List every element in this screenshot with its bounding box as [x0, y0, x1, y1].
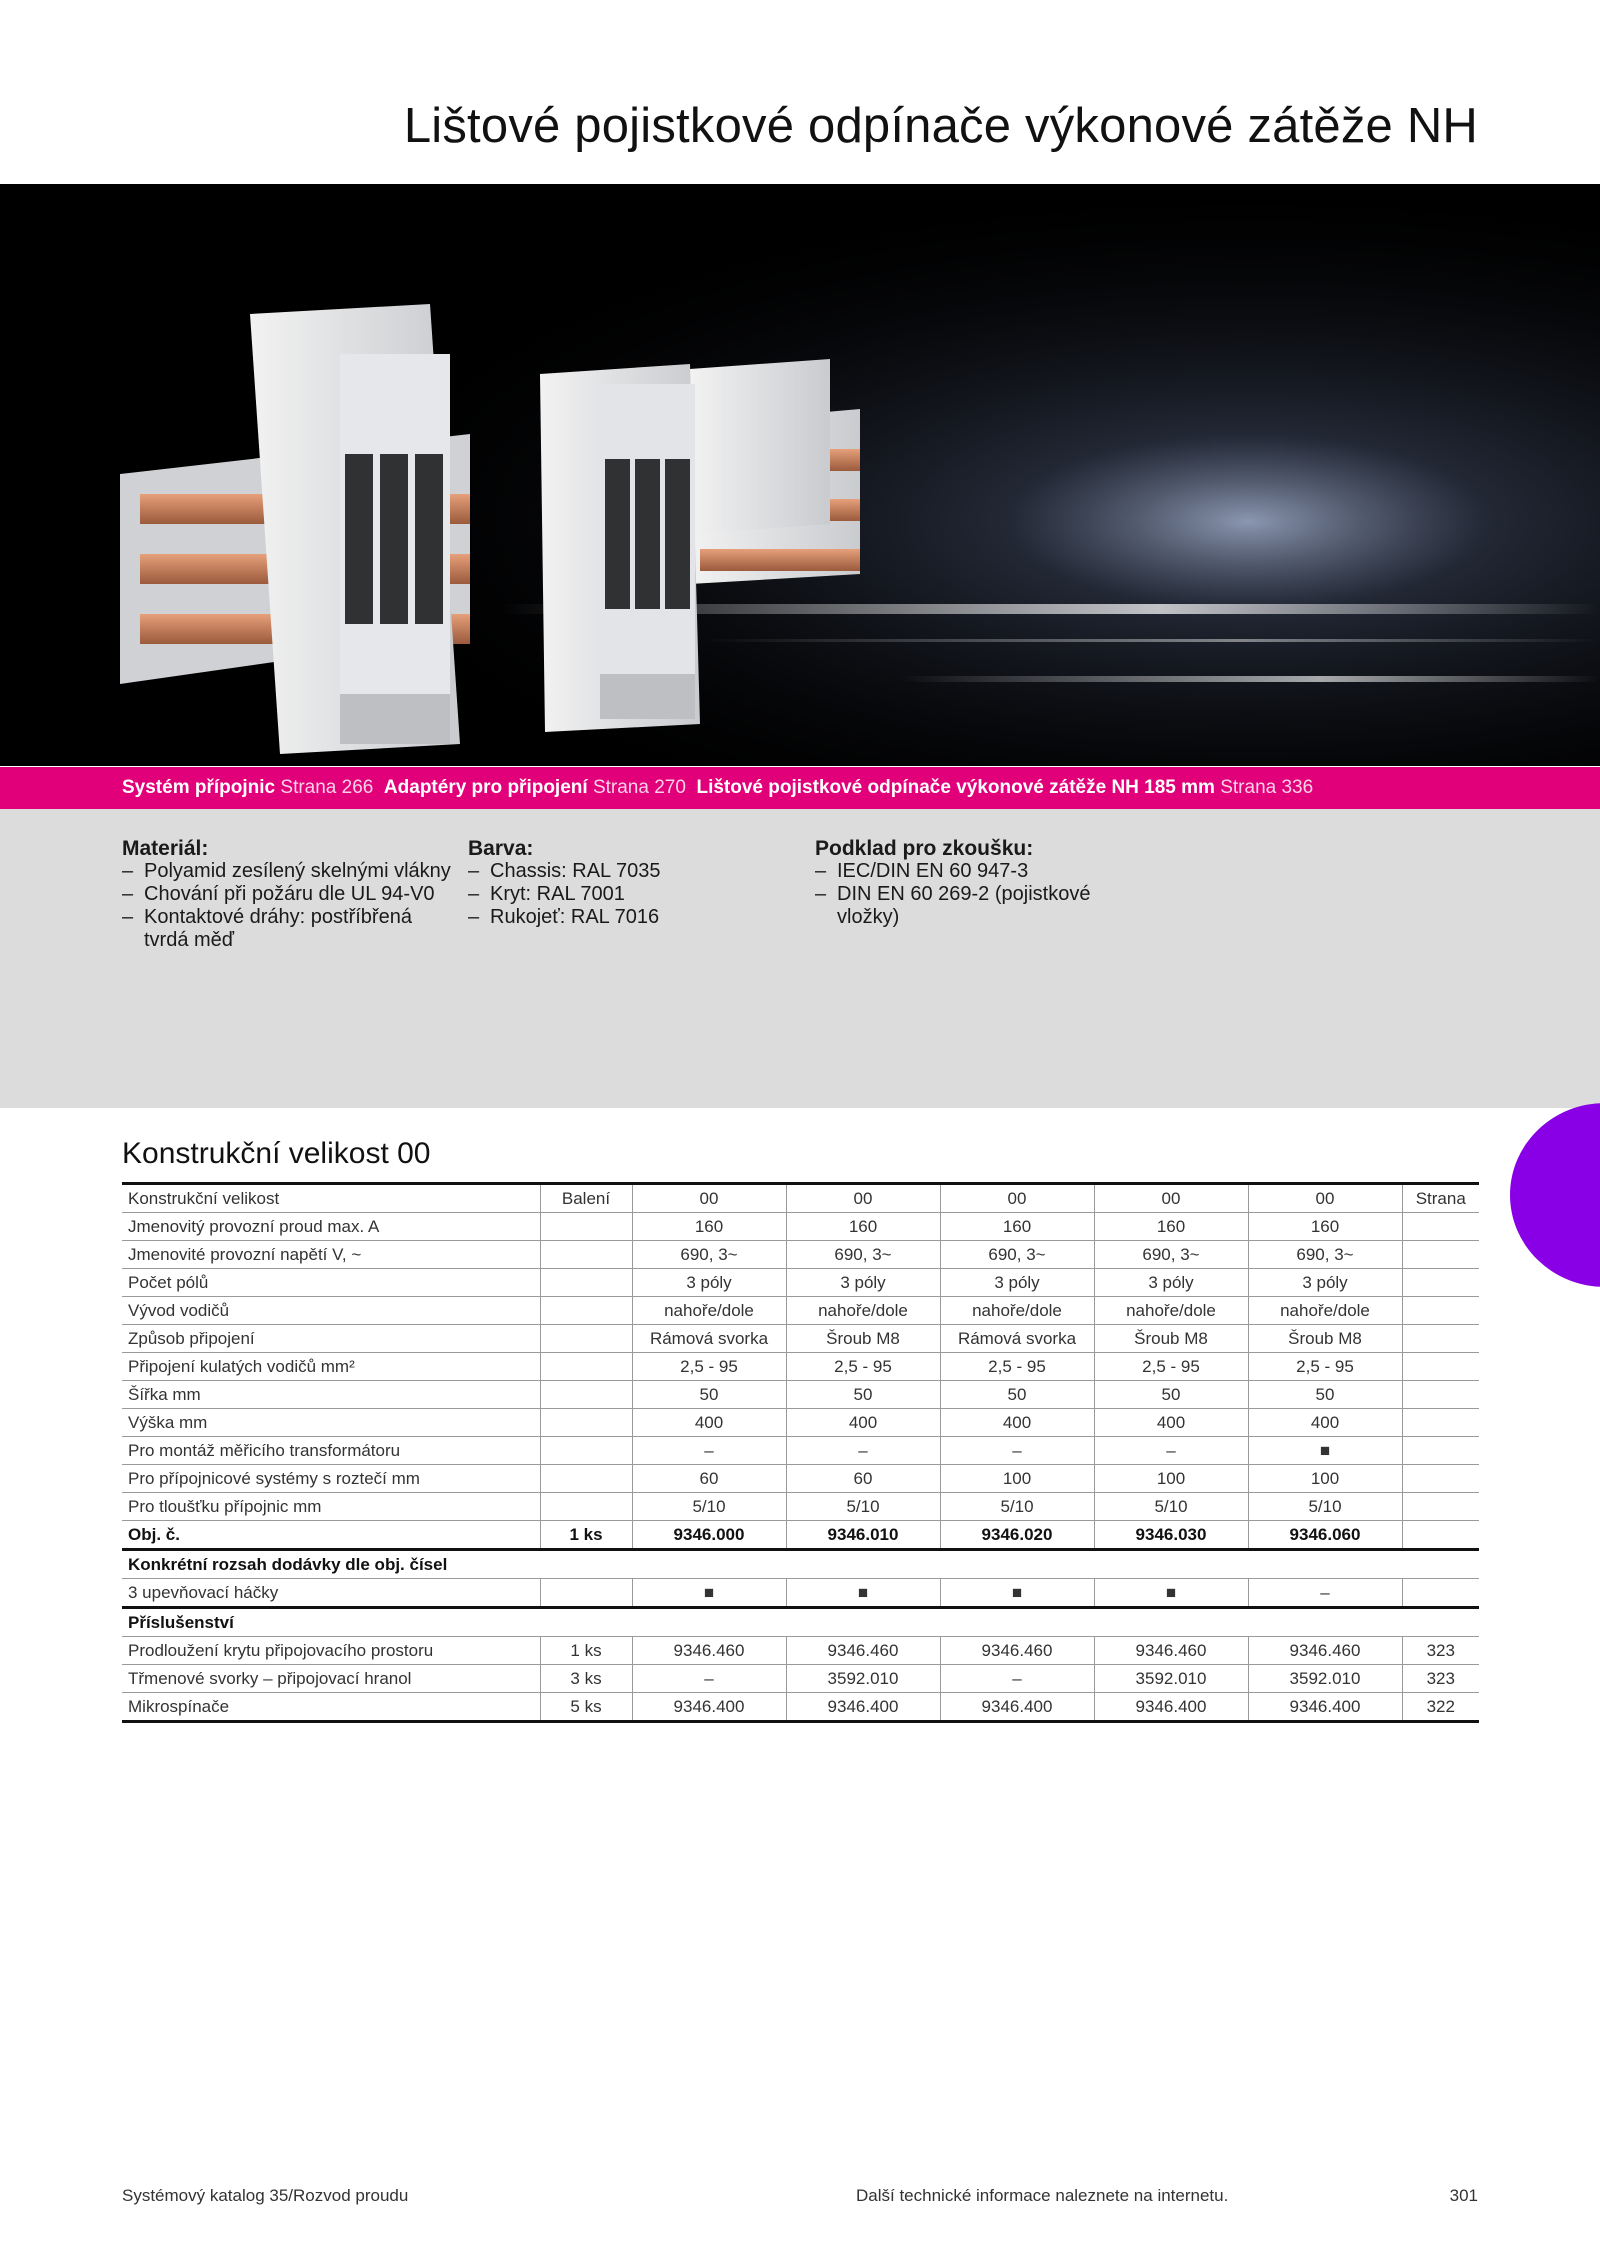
section-heading: Příslušenství [122, 1608, 1479, 1637]
table-cell: 400 [1248, 1409, 1402, 1437]
row-label: Třmenové svorky – připojovací hranol [122, 1665, 540, 1693]
test-heading: Podklad pro zkoušku: [815, 837, 1034, 860]
nav-label: Systém přípojnic [122, 777, 276, 798]
table-cell: 3 póly [1094, 1269, 1248, 1297]
row-label: 3 upevňovací háčky [122, 1579, 540, 1608]
test-item: – DIN EN 60 269-2 (pojistkové vložky) [815, 883, 1145, 929]
nav-page-link[interactable]: Strana 270 [592, 777, 686, 798]
test-item: – IEC/DIN EN 60 947-3 [815, 860, 1145, 883]
table-cell: 3 póly [1248, 1269, 1402, 1297]
table-row [122, 1665, 1479, 1693]
table-cell: 2,5 - 95 [1248, 1353, 1402, 1381]
table-cell: 50 [1094, 1381, 1248, 1409]
table-cell: 160 [1094, 1213, 1248, 1241]
table-cell [1402, 1465, 1479, 1493]
row-label: Mikrospínače [122, 1693, 540, 1722]
row-label: Vývod vodičů [122, 1297, 540, 1325]
scope-heading-row [122, 1550, 1479, 1579]
table-cell: Šroub M8 [1094, 1325, 1248, 1353]
table-row [122, 1241, 1479, 1269]
table-cell: 00 [1248, 1184, 1402, 1213]
nav-label: Adaptéry pro připojení [383, 777, 588, 798]
table-cell: 00 [940, 1184, 1094, 1213]
table-cell: ■ [786, 1579, 940, 1608]
table-cell: – [632, 1665, 786, 1693]
table-cell [1402, 1325, 1479, 1353]
table-cell [540, 1353, 632, 1381]
table-cell: 2,5 - 95 [786, 1353, 940, 1381]
table-cell: ■ [1248, 1437, 1402, 1465]
table-cell: 3592.010 [1248, 1665, 1402, 1693]
table-cell: 400 [940, 1409, 1094, 1437]
table-cell: nahoře/dole [786, 1297, 940, 1325]
row-label: Pro přípojnicové systémy s roztečí mm [122, 1465, 540, 1493]
table-cell: 2,5 - 95 [632, 1353, 786, 1381]
table-cell [540, 1381, 632, 1409]
material-column [122, 837, 452, 952]
row-label: Výška mm [122, 1409, 540, 1437]
table-cell: – [1094, 1437, 1248, 1465]
color-item: – Rukojeť: RAL 7016 [468, 906, 798, 929]
nav-label: Lištové pojistkové odpínače výkonové zátěže NH 185 mm [696, 777, 1215, 798]
table-cell: 3 póly [940, 1269, 1094, 1297]
table-cell: 9346.010 [786, 1521, 940, 1550]
row-label: Pro montáž měřicího transformátoru [122, 1437, 540, 1465]
accessories-heading-row [122, 1608, 1479, 1637]
footer-catalog: Systémový katalog 35/Rozvod proudu [122, 2186, 409, 2205]
table-cell: – [940, 1437, 1094, 1465]
table-cell: 100 [1248, 1465, 1402, 1493]
table-row [122, 1437, 1479, 1465]
table-cell: 5 ks [540, 1693, 632, 1722]
table-cell: 3592.010 [1094, 1665, 1248, 1693]
table-row [122, 1269, 1479, 1297]
table-cell: 3592.010 [786, 1665, 940, 1693]
table-cell: 9346.460 [1094, 1637, 1248, 1665]
nav-page-link[interactable]: Strana 266 [280, 777, 374, 798]
table-cell [1402, 1493, 1479, 1521]
table-cell: 50 [786, 1381, 940, 1409]
table-cell: 9346.060 [1248, 1521, 1402, 1550]
table-cell: 160 [940, 1213, 1094, 1241]
table-cell: 5/10 [786, 1493, 940, 1521]
table-cell [540, 1269, 632, 1297]
table-cell [540, 1579, 632, 1608]
row-label: Jmenovitý provozní proud max. A [122, 1213, 540, 1241]
table-cell: 2,5 - 95 [1094, 1353, 1248, 1381]
table-cell: 9346.460 [940, 1637, 1094, 1665]
table-cell: 9346.030 [1094, 1521, 1248, 1550]
table-cell [540, 1409, 632, 1437]
table-cell: 60 [786, 1465, 940, 1493]
table-cell [540, 1325, 632, 1353]
table-cell [1402, 1409, 1479, 1437]
table-cell: 5/10 [940, 1493, 1094, 1521]
row-label: Způsob připojení [122, 1325, 540, 1353]
table-cell [1402, 1437, 1479, 1465]
material-item: – Kontaktové dráhy: postříbřená tvrdá měď [122, 906, 452, 952]
table-row [122, 1213, 1479, 1241]
table-row [122, 1637, 1479, 1665]
table-cell: – [940, 1665, 1094, 1693]
table-row [122, 1353, 1479, 1381]
table-cell: 50 [632, 1381, 786, 1409]
table-cell: 1 ks [540, 1521, 632, 1550]
table-cell: 00 [1094, 1184, 1248, 1213]
material-item: – Chování při požáru dle UL 94-V0 [122, 883, 452, 906]
table-cell: 690, 3~ [1094, 1241, 1248, 1269]
table-cell [1402, 1381, 1479, 1409]
table-cell: 160 [1248, 1213, 1402, 1241]
table-row [122, 1579, 1479, 1608]
table-cell: Rámová svorka [632, 1325, 786, 1353]
table-cell: 9346.020 [940, 1521, 1094, 1550]
table-row [122, 1409, 1479, 1437]
table-cell [1402, 1241, 1479, 1269]
table-cell: 9346.400 [1094, 1693, 1248, 1722]
color-column [468, 837, 798, 929]
table-cell: 323 [1402, 1665, 1479, 1693]
specification-table [122, 1182, 1479, 1723]
table-cell: nahoře/dole [632, 1297, 786, 1325]
table-cell: 690, 3~ [786, 1241, 940, 1269]
table-cell: Šroub M8 [786, 1325, 940, 1353]
table-cell: 323 [1402, 1637, 1479, 1665]
table-cell: – [1248, 1579, 1402, 1608]
row-label: Konstrukční velikost [122, 1184, 540, 1213]
table-row [122, 1297, 1479, 1325]
table-cell: 60 [632, 1465, 786, 1493]
material-item: – Polyamid zesílený skelnými vlákny [122, 860, 452, 883]
row-label: Počet pólů [122, 1269, 540, 1297]
table-cell [1402, 1269, 1479, 1297]
table-cell: ■ [940, 1579, 1094, 1608]
order-number-row [122, 1521, 1479, 1550]
row-label: Šířka mm [122, 1381, 540, 1409]
table-header-row [122, 1184, 1479, 1213]
table-cell: 400 [632, 1409, 786, 1437]
table-cell: 100 [940, 1465, 1094, 1493]
color-item: – Kryt: RAL 7001 [468, 883, 798, 906]
table-cell: 50 [1248, 1381, 1402, 1409]
table-cell [540, 1465, 632, 1493]
nav-page-link[interactable]: Strana 336 [1220, 777, 1314, 798]
footer-note: Další technické informace naleznete na internetu. [856, 2186, 1229, 2205]
table-cell: 9346.400 [940, 1693, 1094, 1722]
table-cell: 322 [1402, 1693, 1479, 1722]
product-photo [0, 184, 1600, 766]
table-cell: 00 [632, 1184, 786, 1213]
table-cell: Šroub M8 [1248, 1325, 1402, 1353]
table-cell [1402, 1353, 1479, 1381]
table-row [122, 1381, 1479, 1409]
table-cell [540, 1213, 632, 1241]
table-cell [1402, 1213, 1479, 1241]
table-cell: 1 ks [540, 1637, 632, 1665]
table-cell: 2,5 - 95 [940, 1353, 1094, 1381]
row-label: Jmenovité provozní napětí V, ~ [122, 1241, 540, 1269]
section-heading: Konkrétní rozsah dodávky dle obj. čísel [122, 1550, 1479, 1579]
table-cell: 690, 3~ [940, 1241, 1094, 1269]
table-cell: 9346.400 [632, 1693, 786, 1722]
table-cell: 50 [940, 1381, 1094, 1409]
table-row [122, 1465, 1479, 1493]
table-cell [540, 1437, 632, 1465]
table-row [122, 1325, 1479, 1353]
table-cell: 9346.460 [632, 1637, 786, 1665]
table-cell: 9346.400 [1248, 1693, 1402, 1722]
table-cell: 9346.460 [1248, 1637, 1402, 1665]
table-cell: 9346.000 [632, 1521, 786, 1550]
table-cell [1402, 1521, 1479, 1550]
table-cell: ■ [1094, 1579, 1248, 1608]
table-row [122, 1493, 1479, 1521]
table-row [122, 1693, 1479, 1722]
table-cell: 100 [1094, 1465, 1248, 1493]
table-cell: 5/10 [1248, 1493, 1402, 1521]
table-cell: 5/10 [632, 1493, 786, 1521]
page-title: Lištové pojistkové odpínače výkonové zátěže NH [403, 99, 1478, 153]
table-cell: Rámová svorka [940, 1325, 1094, 1353]
table-cell: Strana [1402, 1184, 1479, 1213]
table-cell: nahoře/dole [1248, 1297, 1402, 1325]
table-cell: 160 [786, 1213, 940, 1241]
table-cell: 3 póly [786, 1269, 940, 1297]
row-label: Obj. č. [122, 1521, 540, 1550]
table-cell [1402, 1579, 1479, 1608]
color-heading: Barva: [468, 837, 534, 860]
table-cell: – [632, 1437, 786, 1465]
table-cell: 3 póly [632, 1269, 786, 1297]
table-cell: 5/10 [1094, 1493, 1248, 1521]
table-cell: 9346.400 [786, 1693, 940, 1722]
table-cell: 400 [786, 1409, 940, 1437]
row-label: Prodloužení krytu připojovacího prostoru [122, 1637, 540, 1665]
related-pages-bar [0, 767, 1600, 809]
material-heading: Materiál: [122, 837, 209, 860]
chapter-tab-marker [1510, 1103, 1600, 1287]
table-cell: 690, 3~ [632, 1241, 786, 1269]
table-cell: 00 [786, 1184, 940, 1213]
color-item: – Chassis: RAL 7035 [468, 860, 798, 883]
table-cell: 400 [1094, 1409, 1248, 1437]
table-cell [540, 1241, 632, 1269]
page-number: 301 [1449, 2186, 1478, 2205]
test-column [815, 837, 1145, 929]
table-cell [540, 1297, 632, 1325]
section-title: Konstrukční velikost 00 [122, 1137, 431, 1170]
table-cell: Balení [540, 1184, 632, 1213]
table-cell [1402, 1297, 1479, 1325]
row-label: Pro tloušťku přípojnic mm [122, 1493, 540, 1521]
row-label: Připojení kulatých vodičů mm² [122, 1353, 540, 1381]
table-cell: 3 ks [540, 1665, 632, 1693]
table-cell: – [786, 1437, 940, 1465]
table-cell [540, 1493, 632, 1521]
table-cell: 160 [632, 1213, 786, 1241]
table-cell: nahoře/dole [1094, 1297, 1248, 1325]
info-panel [0, 809, 1600, 1108]
table-cell: ■ [632, 1579, 786, 1608]
table-cell: nahoře/dole [940, 1297, 1094, 1325]
table-cell: 690, 3~ [1248, 1241, 1402, 1269]
table-cell: 9346.460 [786, 1637, 940, 1665]
